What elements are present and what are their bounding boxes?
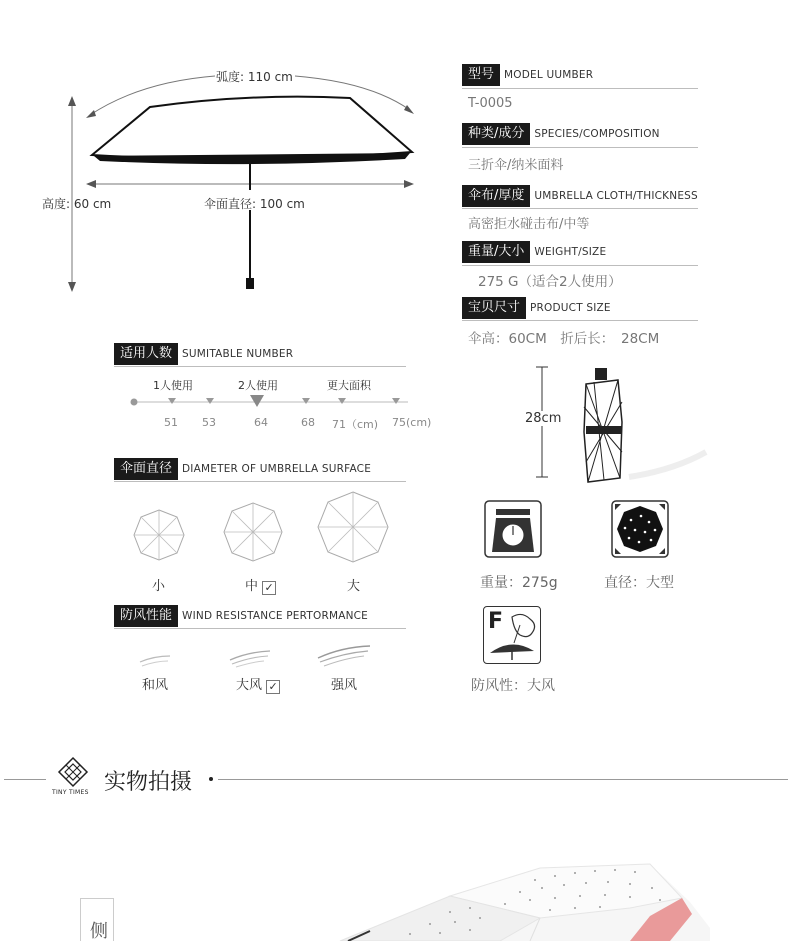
- size-small-label: 小: [152, 579, 166, 594]
- arc-label: 弧度: 110 cm: [216, 70, 293, 84]
- canopy-small-icon: [132, 508, 186, 562]
- suitable-label-2: 2人使用: [238, 379, 278, 392]
- weight-caption: 重量：275g: [480, 575, 558, 591]
- brand-name: TINY TIMES: [52, 789, 89, 796]
- suitable-label-3: 更大面积: [327, 379, 371, 392]
- wind-caption: 防风性：大风: [471, 678, 555, 694]
- spec-cloth-en: UMBRELLA CLOTH/THICKNESS: [534, 190, 698, 202]
- wind-cn: 防风性能: [114, 605, 178, 627]
- spec-size-en: PRODUCT SIZE: [530, 302, 611, 314]
- canopy-medium-icon: [222, 501, 284, 563]
- spec-composition-cn: 种类/成分: [462, 123, 530, 145]
- suitable-en: SUMITABLE NUMBER: [182, 348, 294, 360]
- side-view-tag: [80, 898, 114, 941]
- spec-size-cn: 宝贝尺寸: [462, 297, 526, 319]
- diameter-caption: 直径：大型: [604, 575, 674, 591]
- spec-weight: [462, 240, 606, 263]
- spec-weight-value: 275 G（适合2人使用）: [478, 274, 622, 290]
- spec-cloth: [462, 184, 698, 207]
- spec-composition-en: SPECIES/COMPOSITION: [534, 128, 660, 140]
- wind-breeze-label: 和风: [142, 678, 169, 693]
- checkbox-checked-icon: ✓: [266, 680, 280, 694]
- tick-53: 53: [202, 416, 216, 429]
- size-medium-text: 中: [245, 579, 259, 594]
- suitable-header: [114, 342, 293, 365]
- canopy-large-icon: [316, 490, 390, 564]
- suitable-cn: 适用人数: [114, 343, 178, 365]
- umbrella-photo: [330, 858, 710, 941]
- side-view-label: 侧: [90, 921, 108, 942]
- spec-cloth-cn: 伞布/厚度: [462, 185, 530, 207]
- folded-umbrella-image: [534, 362, 714, 492]
- spec-model: [462, 63, 593, 86]
- wind-resistance-icon: [483, 606, 541, 664]
- spec-model-cn: 型号: [462, 64, 500, 86]
- spec-cloth-value: 高密拒水碰击布/中等: [468, 217, 590, 232]
- wind-letter: F: [488, 609, 504, 634]
- diameter-cn: 伞面直径: [114, 458, 178, 480]
- tiny-times-logo-icon: [56, 756, 90, 788]
- dotted-umbrella-diameter-icon: [611, 500, 669, 558]
- spec-weight-cn: 重量/大小: [462, 241, 530, 263]
- tick-75: 75(cm): [392, 416, 432, 429]
- title-dot-icon: [209, 777, 213, 781]
- tick-64: 64: [254, 416, 268, 429]
- scale-weight-icon: [484, 500, 542, 558]
- spec-model-en: MODEL UUMBER: [504, 69, 594, 81]
- spec-size: [462, 296, 611, 319]
- spec-model-value: T-0005: [468, 96, 513, 111]
- breeze-icon: [138, 652, 174, 668]
- gale-icon: [228, 648, 274, 668]
- tick-71: 71（cm): [332, 418, 379, 431]
- spec-size-value: 伞高：60CM 折后长： 28CM: [468, 331, 660, 347]
- spec-composition: [462, 122, 660, 145]
- wind-en: WIND RESISTANCE PERTORMANCE: [182, 610, 369, 622]
- suitable-scale: [126, 392, 416, 412]
- size-large-label: 大: [347, 579, 361, 594]
- tick-68: 68: [301, 416, 315, 429]
- wind-header: [114, 604, 368, 627]
- folded-length-label: 28cm: [525, 411, 562, 426]
- size-medium-label: [245, 575, 276, 594]
- wind-gale-text: 大风: [236, 678, 263, 693]
- diameter-header: [114, 457, 371, 480]
- umbrella-diagram: [30, 60, 430, 300]
- height-label: 高度: 60 cm: [42, 197, 112, 211]
- tick-51: 51: [164, 416, 178, 429]
- spec-composition-value: 三折伞/纳米面料: [468, 158, 564, 173]
- wind-gale-label: [236, 674, 280, 693]
- strong-wind-icon: [316, 644, 374, 668]
- diameter-label: 伞面直径: 100 cm: [204, 197, 305, 211]
- wind-strong-label: 强风: [331, 678, 358, 693]
- diameter-en: DIAMETER OF UMBRELLA SURFACE: [182, 463, 372, 475]
- photo-section-title: 实物拍摄: [104, 770, 193, 795]
- suitable-label-1: 1人使用: [153, 379, 193, 392]
- checkbox-checked-icon: ✓: [262, 581, 276, 595]
- spec-weight-en: WEIGHT/SIZE: [534, 246, 607, 258]
